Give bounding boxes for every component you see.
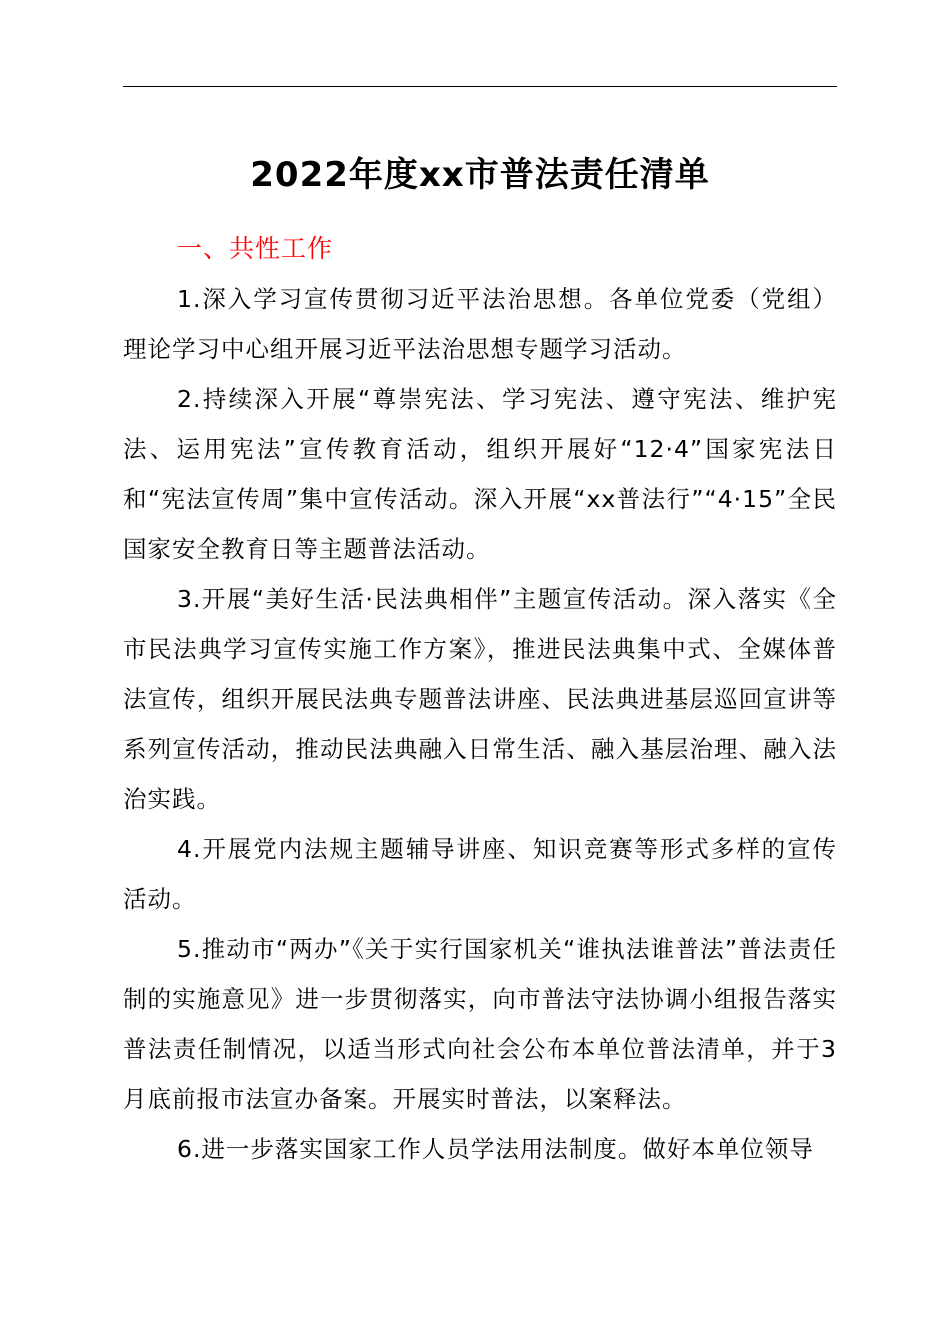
paragraph-6: 6.进一步落实国家工作人员学法用法制度。做好本单位领导 — [177, 1135, 814, 1163]
document-body — [123, 224, 837, 1174]
section-heading: 一、共性工作 — [177, 234, 334, 263]
header-rule — [123, 86, 837, 87]
document-title: 2022年度xx市普法责任清单 — [250, 155, 710, 195]
paragraph-5: 5.推动市“两办”《关于实行国家机关“谁执法谁普法”普法责任制的实施意见》进一步贯彻落实，向市普法守法协调小组报告落实普法责任制情况，以适当形式向社会公布本单位普法清单，并于3月底前报市法宣办备案。开展实时普法，以案释法。 — [123, 935, 837, 1113]
paragraph-3: 3.开展“美好生活·民法典相伴”主题宣传活动。深入落实《全市民法典学习宣传实施工作方案》，推进民法典集中式、全媒体普法宣传，组织开展民法典专题普法讲座、民法典进基层巡回宣讲等系列宣传活动，推动民法典融入日常生活、融入基层治理、融入法治实践。 — [123, 585, 837, 813]
paragraph-2: 2.持续深入开展“尊崇宪法、学习宪法、遵守宪法、维护宪法、运用宪法”宣传教育活动，组织开展好“12·4”国家宪法日和“宪法宣传周”集中宣传活动。深入开展“xx普法行”“4·15”全民国家安全教育日等主题普法活动。 — [123, 385, 837, 563]
paragraph-1: 1.深入学习宣传贯彻习近平法治思想。各单位党委（党组）理论学习中心组开展习近平法治思想专题学习活动。 — [123, 285, 837, 363]
paragraph-4: 4.开展党内法规主题辅导讲座、知识竞赛等形式多样的宣传活动。 — [123, 835, 837, 913]
